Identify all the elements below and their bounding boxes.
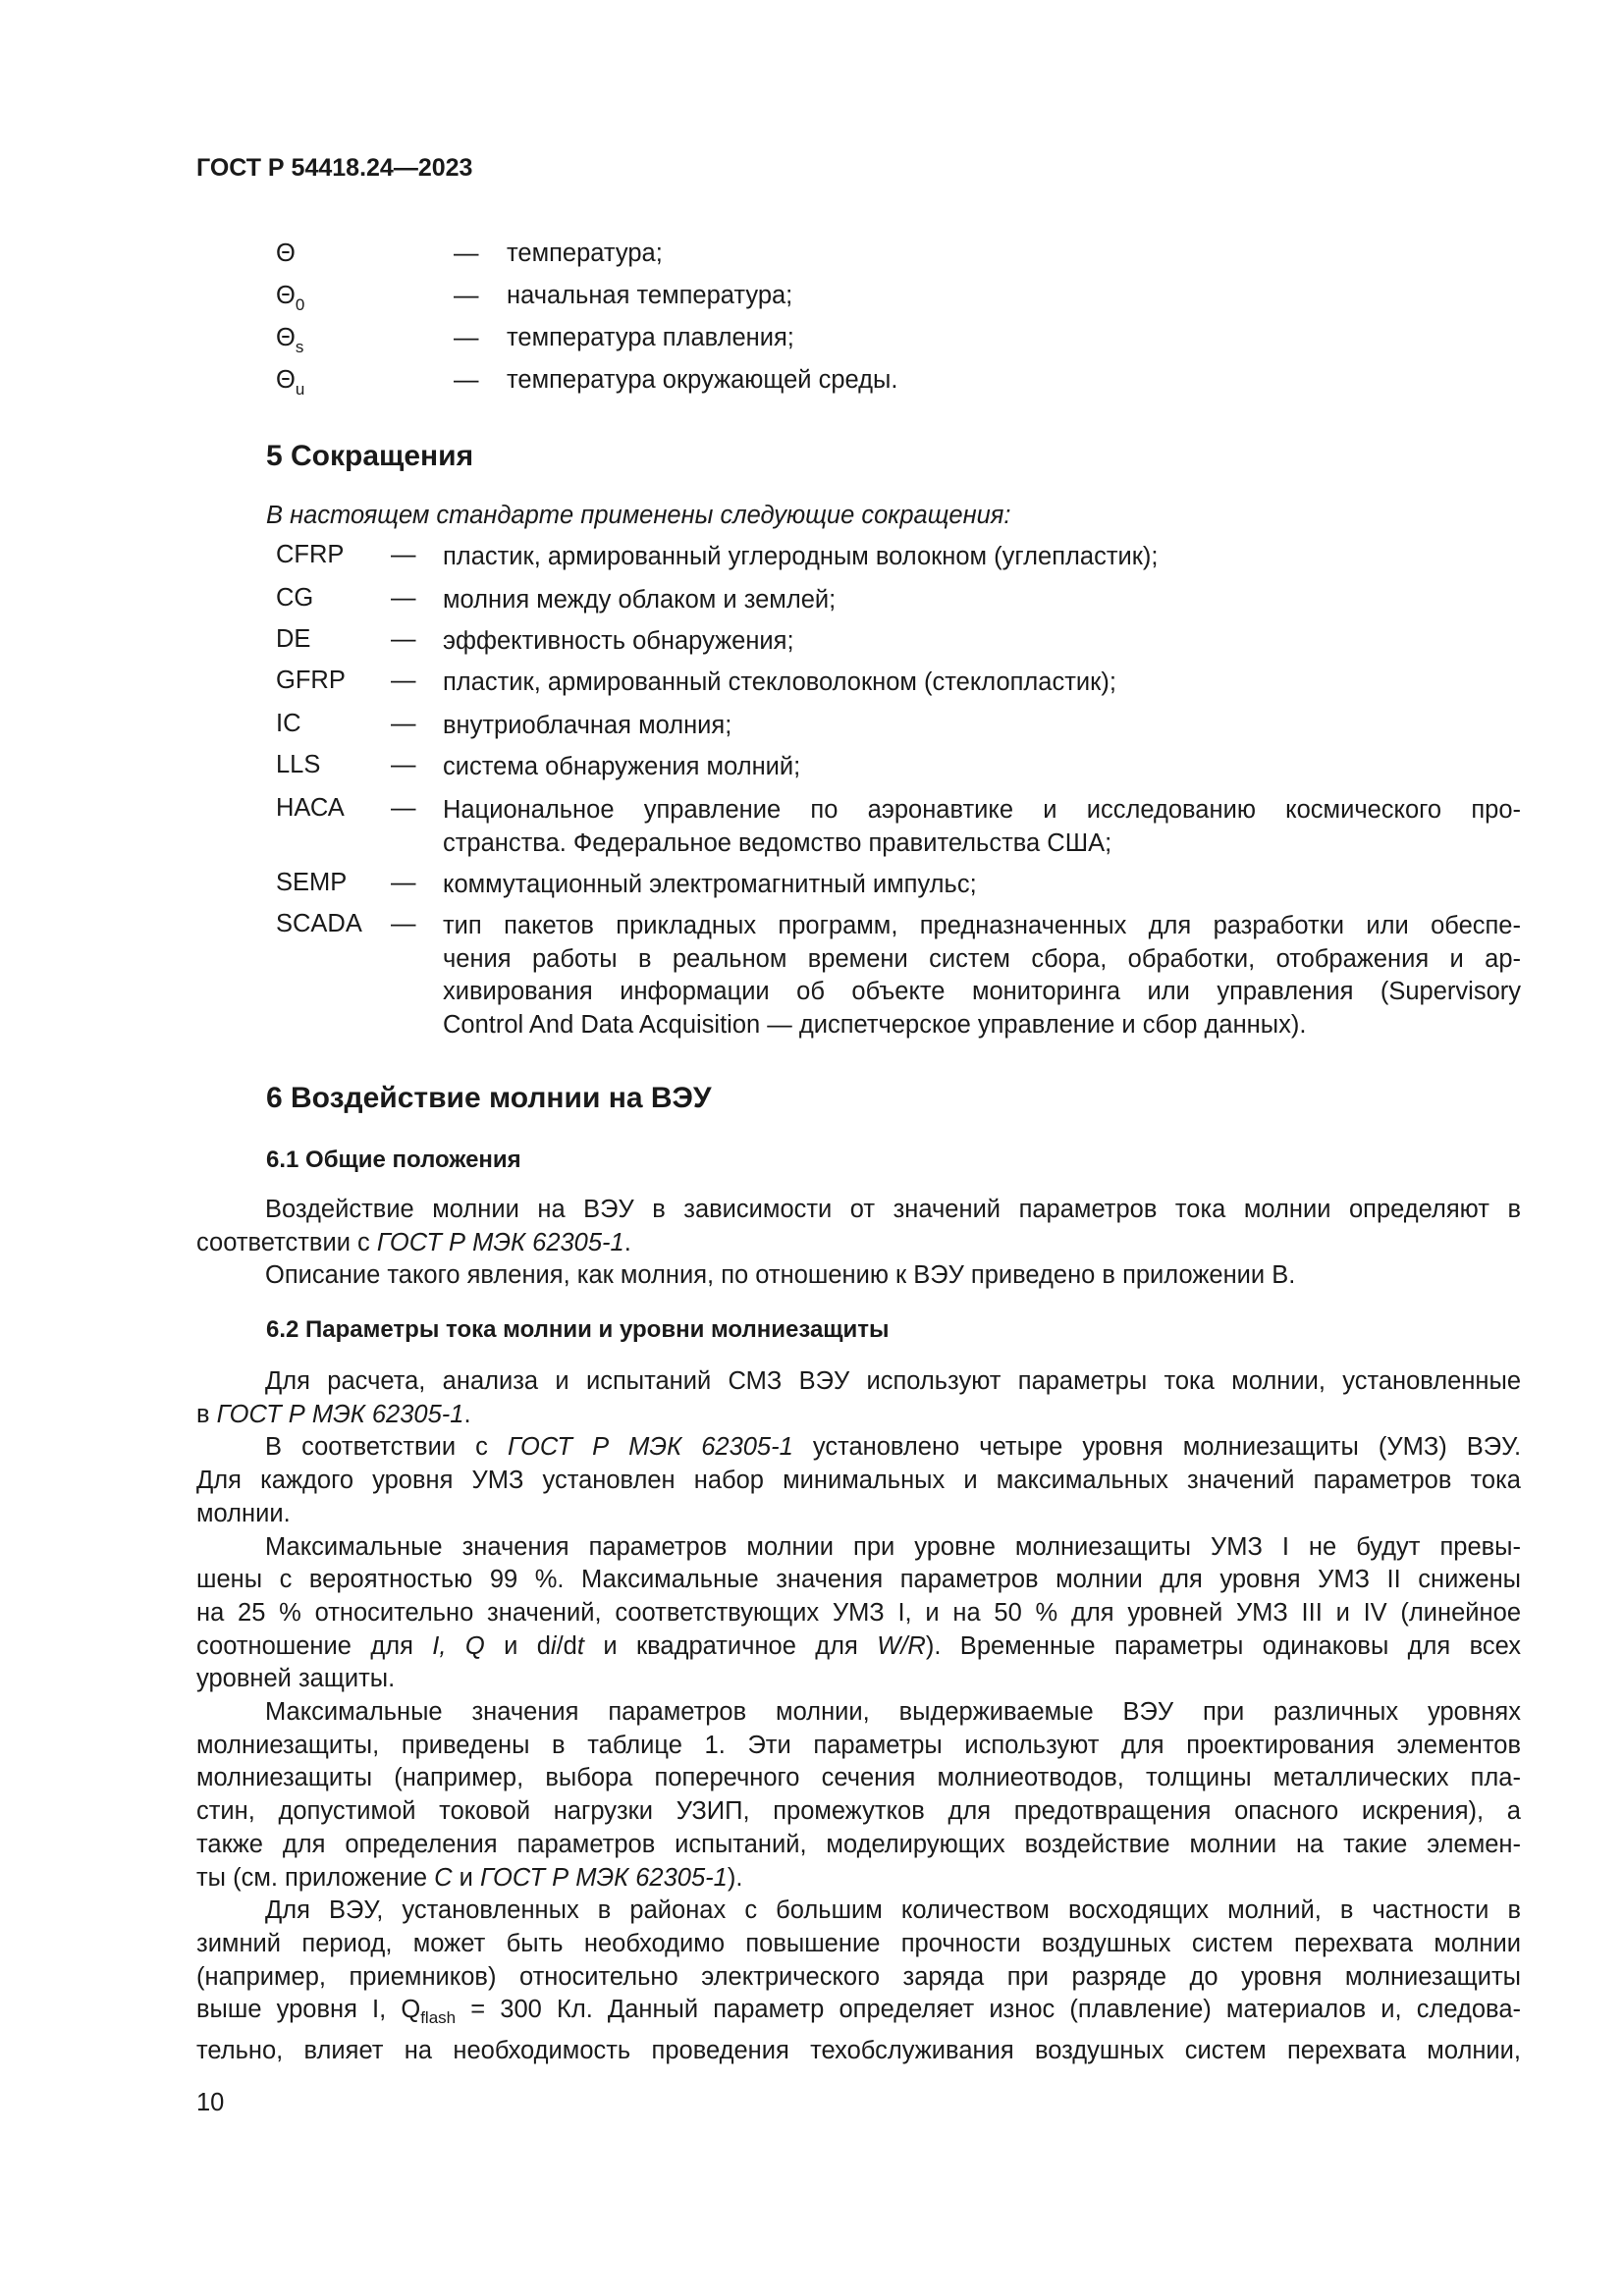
paragraph-line: [196, 1227, 1521, 1260]
paragraph-line: молниезащиты, приведены в таблице 1. Эти параметры используют для проектирования элементов: [196, 1731, 1521, 1759]
symbol-row: [0, 282, 1624, 315]
standard-reference: ГОСТ Р МЭК 62305-1: [376, 1228, 624, 1256]
symbol-definition: начальная температура;: [507, 282, 793, 309]
abbreviation-definition: коммутационный электромагнитный импульс;: [443, 871, 977, 898]
dash: —: [391, 625, 416, 653]
symbol-row: [0, 324, 1624, 357]
text: и квадратичное для: [583, 1631, 878, 1660]
standard-reference: ГОСТ Р МЭК 62305-1: [480, 1863, 728, 1892]
document-header: ГОСТ Р 54418.24—2023: [196, 154, 473, 182]
abbreviation-code: GFRP: [276, 667, 346, 694]
paragraph-line: [196, 1630, 1521, 1664]
paragraph-line: Воздействие молнии на ВЭУ в зависимости от значений параметров тока молнии определяют в: [265, 1196, 1521, 1223]
text: .: [623, 1228, 631, 1256]
symbol: [276, 282, 304, 315]
standard-reference: ГОСТ Р МЭК 62305-1: [216, 1400, 464, 1428]
symbol: [276, 324, 303, 357]
text: и d: [484, 1631, 551, 1660]
subscript: flash: [420, 2008, 457, 2028]
abbreviation-code: CFRP: [276, 541, 345, 568]
text: .: [463, 1400, 471, 1428]
text: В соответствии с: [265, 1433, 508, 1462]
abbreviations-intro: В настоящем стандарте применены следующие сокращения:: [266, 502, 1011, 529]
paragraph-line: стин, допустимой токовой нагрузки УЗИП, промежутков для предотвращения опасного искрения), а: [196, 1797, 1521, 1826]
text: ).: [727, 1863, 743, 1892]
section-6-heading: 6 Воздействие молнии на ВЭУ: [266, 1082, 712, 1114]
symbol: [276, 240, 296, 268]
dash: —: [454, 324, 479, 351]
paragraph-line: уровней защиты.: [196, 1665, 396, 1693]
paragraph-line: [196, 1994, 1521, 2035]
symbol-char: Θ: [276, 282, 296, 309]
text-line: Национальное управление по аэронавтике и исследованию космического про-: [443, 796, 1521, 824]
abbreviation-code: CG: [276, 584, 314, 612]
abbreviation-code: IC: [276, 710, 301, 737]
symbol-row: [0, 240, 1624, 273]
text: ). Временные параметры одинаковы для всех: [925, 1631, 1521, 1660]
dash: —: [391, 541, 416, 568]
symbol: t: [576, 1631, 584, 1660]
abbreviation-definition: внутриоблачная молния;: [443, 712, 732, 739]
dash: —: [391, 910, 416, 937]
dash: —: [391, 869, 416, 896]
symbol-definition: температура плавления;: [507, 324, 794, 351]
dash: —: [454, 366, 479, 394]
paragraph-line: [196, 1862, 1521, 1896]
symbol-char: Θ: [276, 366, 296, 394]
text: соотношение для: [196, 1631, 433, 1660]
symbol: i: [550, 1631, 557, 1660]
text-line: хивирования информации об объекте мониторинга или управления (Supervisory: [443, 978, 1521, 1006]
text: и: [452, 1863, 481, 1892]
dash: —: [454, 240, 479, 267]
dash: —: [391, 794, 416, 822]
page-number: 10: [196, 2089, 225, 2116]
abbreviation-code: DE: [276, 625, 311, 653]
symbol-definition: температура;: [507, 240, 663, 267]
paragraph-line: также для определения параметров испытаний, моделирующих воздействие молнии на такие элемен-: [196, 1830, 1521, 1858]
symbol: [276, 366, 304, 400]
abbreviation-code: SCADA: [276, 910, 362, 937]
abbreviation-code: LLS: [276, 751, 321, 778]
dash: —: [391, 751, 416, 778]
subsection-6-1-heading: 6.1 Общие положения: [266, 1147, 521, 1173]
symbol-subscript: 0: [295, 295, 305, 314]
paragraph-line: Для каждого уровня УМЗ установлен набор минимальных и максимальных значений параметров тока: [196, 1467, 1521, 1495]
paragraph-line: молнии.: [196, 1499, 291, 1527]
abbreviation-definition: система обнаружения молний;: [443, 753, 801, 780]
text: в: [196, 1400, 217, 1428]
section-6-2-body: [196, 1365, 1521, 2068]
symbol-char: Θ: [276, 324, 296, 351]
text: ты (см. приложение: [196, 1863, 435, 1892]
abbreviation-definition: пластик, армированный углеродным волокном (углепластик);: [443, 543, 1159, 570]
standard-reference: ГОСТ Р МЭК 62305-1: [507, 1433, 793, 1462]
abbreviation-definition: эффективность обнаружения;: [443, 627, 794, 655]
abbreviation-code: НАСА: [276, 794, 345, 822]
symbol-row: [0, 366, 1624, 400]
paragraph-line: [196, 1431, 1521, 1465]
abbreviation-code: SEMP: [276, 869, 348, 896]
text: /d: [556, 1631, 577, 1660]
symbol: I, Q: [432, 1631, 485, 1660]
paragraph-line: Для расчета, анализа и испытаний СМЗ ВЭУ используют параметры тока молнии, установленные: [265, 1367, 1521, 1395]
paragraph-line: молниезащиты (например, выбора поперечного сечения молниеотводов, толщины металлических пла-: [196, 1764, 1521, 1792]
paragraph-line: [196, 1399, 1521, 1432]
text: выше уровня I, Q: [196, 1996, 421, 2024]
dash: —: [391, 584, 416, 612]
subsection-6-2-heading: 6.2 Параметры тока молнии и уровни молниезащиты: [266, 1316, 890, 1343]
symbol-char: Θ: [276, 240, 296, 267]
dash: —: [391, 710, 416, 737]
paragraph-line: тельно, влияет на необходимость проведения техобслуживания воздушных систем перехвата молнии,: [196, 2037, 1521, 2065]
symbol-subscript: u: [295, 380, 305, 399]
paragraph-line: на 25 % относительно значений, соответствующих УМЗ I, и на 50 % для уровней УМЗ III и IV (линейное: [196, 1598, 1521, 1627]
annex-reference: С: [434, 1863, 453, 1892]
section-6-1-body: [196, 1194, 1521, 1293]
paragraph-line: зимний период, может быть необходимо повышение прочности воздушных систем перехвата молнии: [196, 1929, 1521, 1957]
paragraph-line: шены с вероятностью 99 %. Максимальные значения параметров молнии для уровня УМЗ II снижены: [196, 1566, 1521, 1594]
paragraph-line: Максимальные значения параметров молнии при уровне молниезащиты УМЗ I не будут превы-: [265, 1532, 1521, 1561]
text-line: чения работы в реальном времени систем сбора, обработки, отображения и ар-: [443, 944, 1521, 973]
text: установлено четыре уровня молниезащиты (УМЗ) ВЭУ.: [792, 1433, 1522, 1462]
abbreviation-definition: [443, 910, 1521, 1042]
symbol: W/R: [877, 1631, 926, 1660]
abbreviation-definition: пластик, армированный стекловолокном (стеклопластик);: [443, 668, 1116, 696]
paragraph-line: Максимальные значения параметров молнии, выдерживаемые ВЭУ при различных уровнях: [265, 1698, 1521, 1727]
dash: —: [391, 667, 416, 694]
dash: —: [454, 282, 479, 309]
paragraph-line: Для ВЭУ, установленных в районах с большим количеством восходящих молний, в частности в: [265, 1896, 1521, 1925]
text-line: Control And Data Acquisition — диспетчерское управление и сбор данных).: [443, 1011, 1307, 1040]
paragraph-line: (например, приемников) относительно электрического заряда при разряде до уровня молниезащиты: [196, 1962, 1521, 1991]
text: = 300 Кл. Данный параметр определяет износ (плавление) материалов и, следова-: [456, 1996, 1521, 2024]
abbreviation-definition: молния между облаком и землей;: [443, 586, 837, 614]
text-line: странства. Федеральное ведомство правительства США;: [443, 828, 1112, 857]
text-line: тип пакетов прикладных программ, предназначенных для разработки или обеспе-: [443, 912, 1521, 939]
text: соответствии с: [196, 1228, 377, 1256]
abbreviation-definition: [443, 794, 1521, 860]
symbol-definition: температура окружающей среды.: [507, 366, 898, 394]
paragraph-line: Описание такого явления, как молния, по отношению к ВЭУ приведено в приложении В.: [265, 1261, 1296, 1290]
symbol-subscript: s: [295, 338, 304, 356]
section-5-heading: 5 Сокращения: [266, 440, 474, 472]
